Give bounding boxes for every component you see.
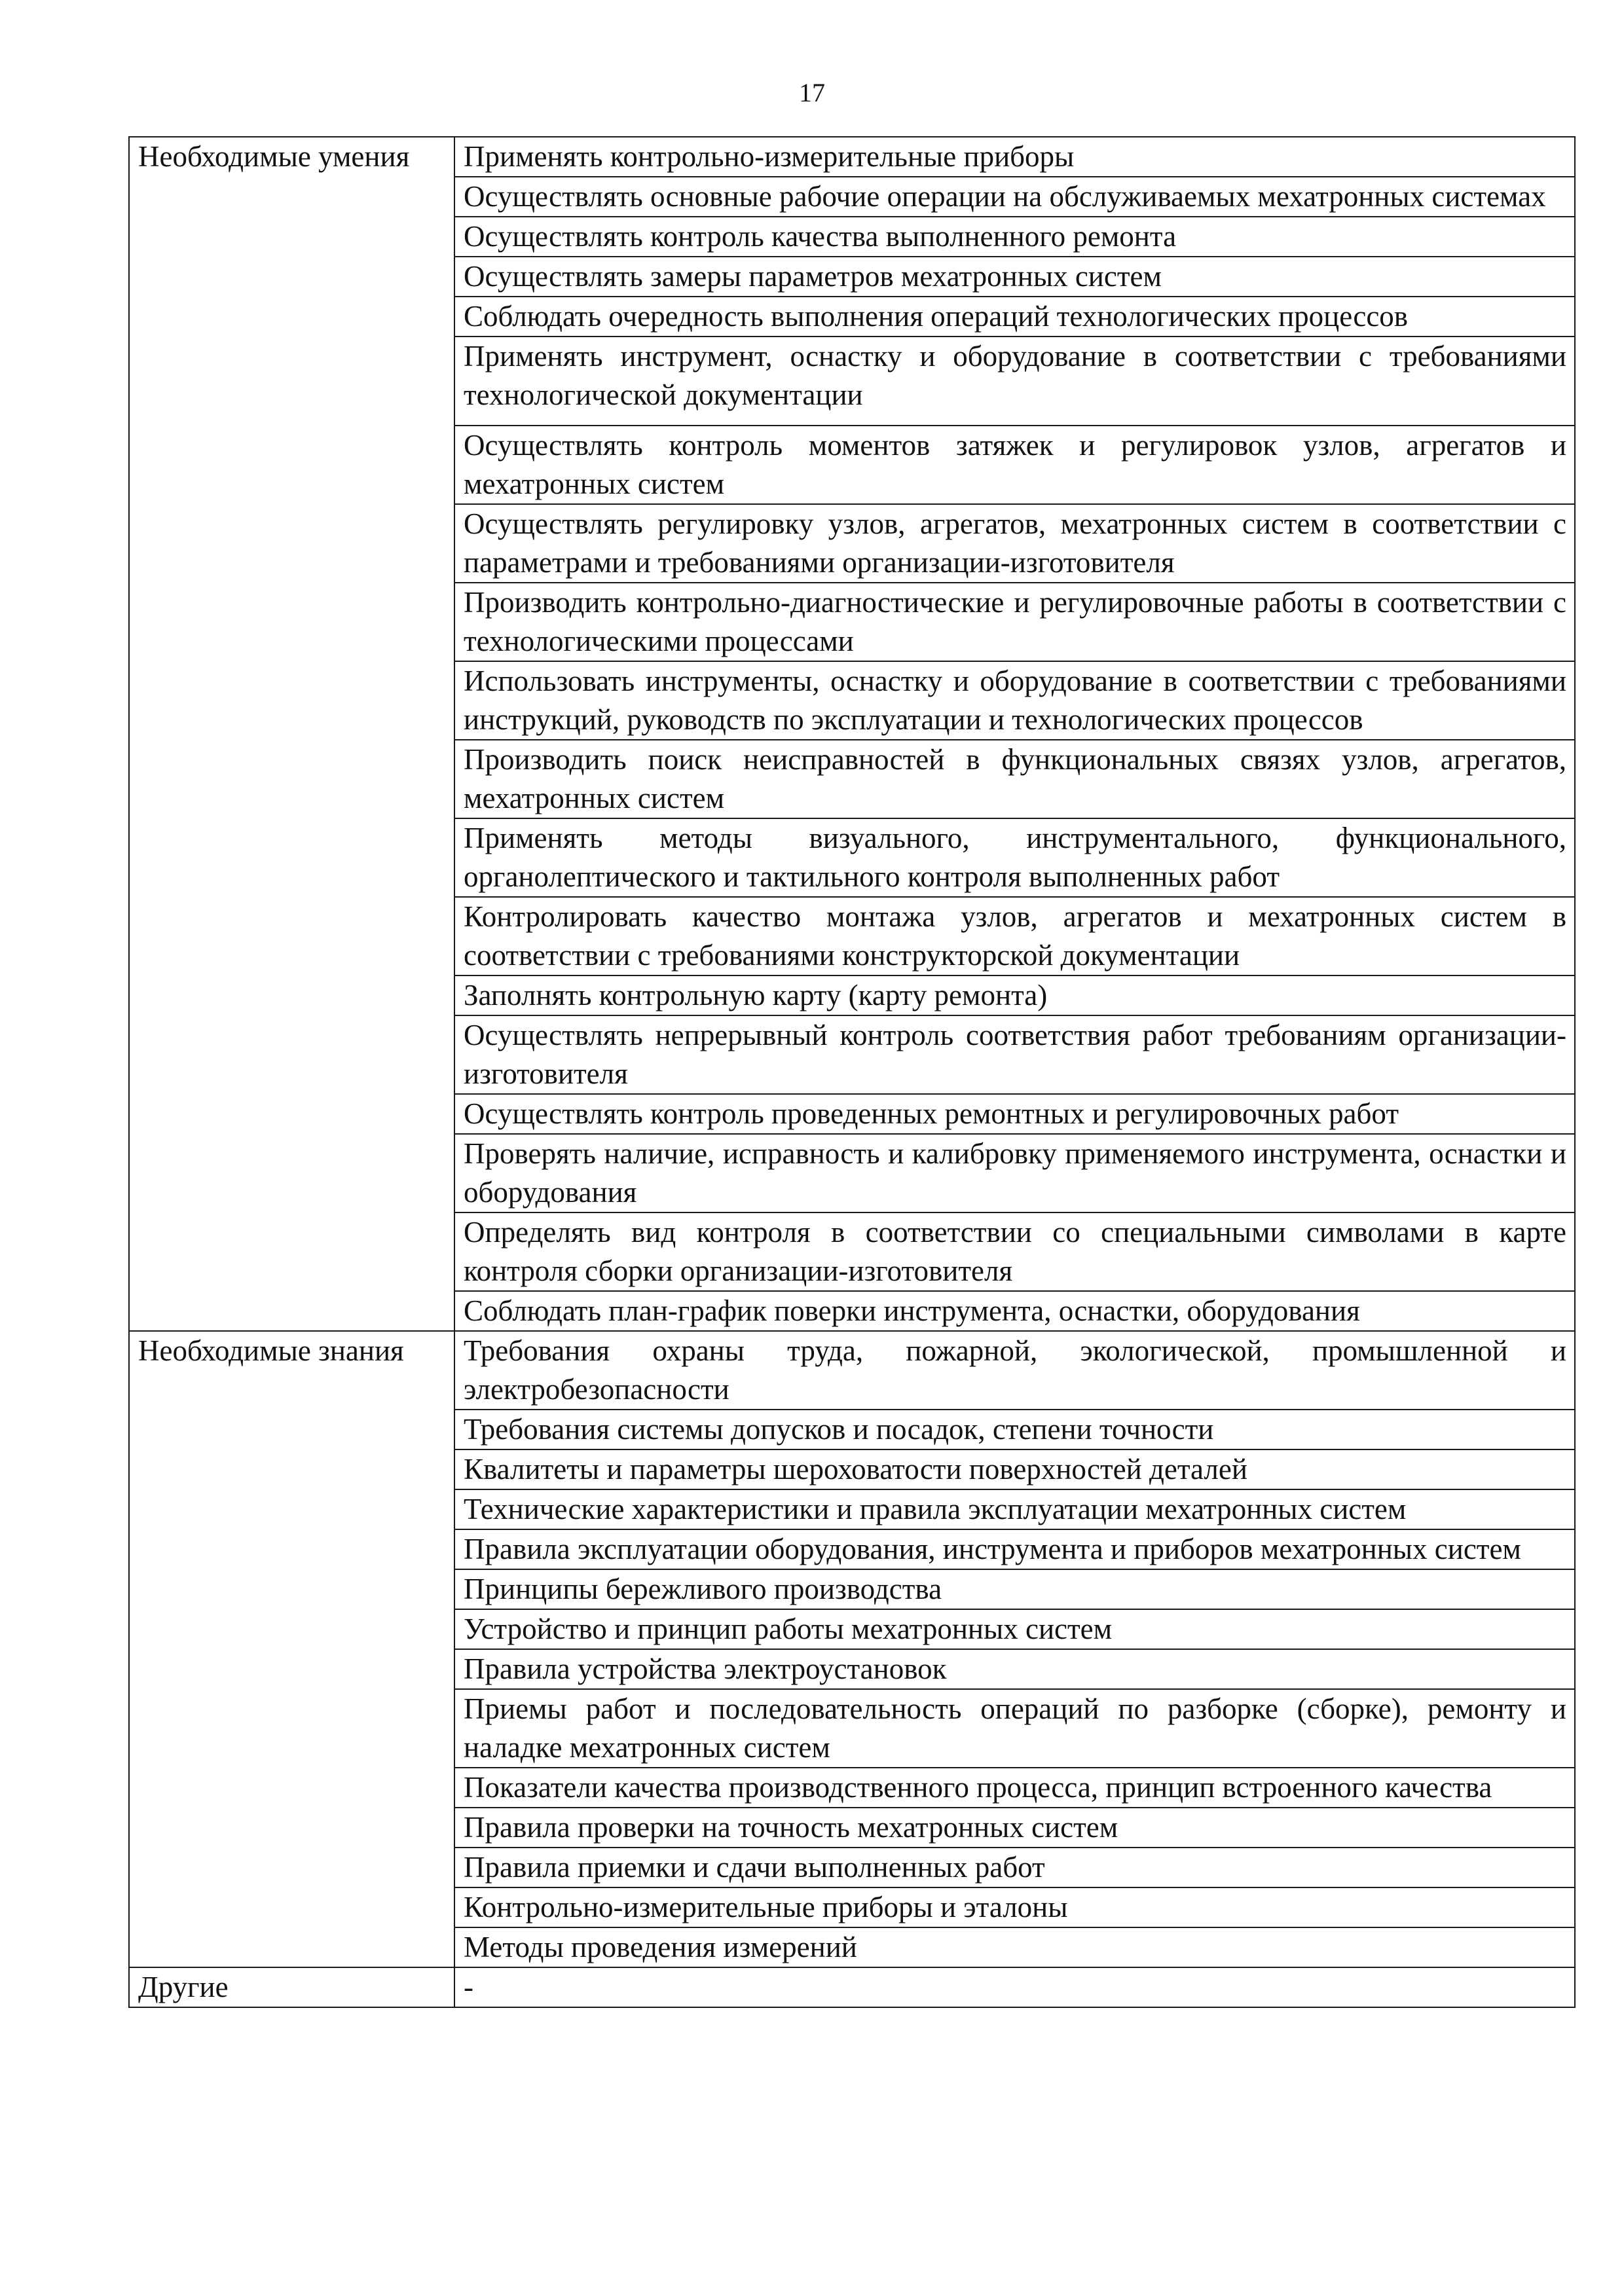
requirements-table-body	[129, 137, 1575, 2007]
requirement-item: Правила эксплуатации оборудования, инструмента и приборов мехатронных систем	[454, 1529, 1575, 1569]
requirement-item: Осуществлять контроль проведенных ремонтных и регулировочных работ	[454, 1094, 1575, 1134]
requirement-item: Контрольно-измерительные приборы и эталоны	[454, 1887, 1575, 1927]
table-row	[129, 1331, 1575, 1410]
requirement-item: Осуществлять основные рабочие операции на обслуживаемых мехатронных системах	[454, 177, 1575, 217]
requirement-item: Применять контрольно-измерительные приборы	[454, 137, 1575, 177]
category-cell: Необходимые умения	[129, 137, 454, 1331]
requirement-item: Квалитеты и параметры шероховатости поверхностей деталей	[454, 1449, 1575, 1489]
requirement-item: Осуществлять непрерывный контроль соответствия работ требованиям организации-изготовителя	[454, 1015, 1575, 1094]
requirement-item: -	[454, 1967, 1575, 2007]
requirement-item: Применять методы визуального, инструментального, функционального, органолептического и тактильного контроля выполненных работ	[454, 818, 1575, 897]
requirement-item: Заполнять контрольную карту (карту ремонта)	[454, 975, 1575, 1015]
requirement-item: Производить контрольно-диагностические и регулировочные работы в соответствии с технологическими процессами	[454, 583, 1575, 661]
requirement-item: Осуществлять контроль качества выполненного ремонта	[454, 217, 1575, 257]
requirement-item: Приемы работ и последовательность операций по разборке (сборке), ремонту и наладке мехатронных систем	[454, 1689, 1575, 1768]
requirements-table	[128, 136, 1576, 2008]
requirement-item: Правила приемки и сдачи выполненных работ	[454, 1848, 1575, 1887]
requirement-item: Технические характеристики и правила эксплуатации мехатронных систем	[454, 1489, 1575, 1529]
requirement-item: Контролировать качество монтажа узлов, агрегатов и мехатронных систем в соответствии с требованиями конструкторской документации	[454, 897, 1575, 975]
requirement-item: Соблюдать план-график поверки инструмента, оснастки, оборудования	[454, 1291, 1575, 1331]
category-cell: Другие	[129, 1967, 454, 2007]
requirement-item: Устройство и принцип работы мехатронных систем	[454, 1609, 1575, 1649]
requirement-item: Осуществлять регулировку узлов, агрегатов, мехатронных систем в соответствии с параметрами и требованиями организации-изготовителя	[454, 504, 1575, 583]
requirement-item: Правила проверки на точность мехатронных систем	[454, 1808, 1575, 1848]
requirement-item: Осуществлять контроль моментов затяжек и регулировок узлов, агрегатов и мехатронных систем	[454, 426, 1575, 504]
requirement-item: Применять инструмент, оснастку и оборудование в соответствии с требованиями технологической документации	[454, 337, 1575, 426]
requirement-item: Требования системы допусков и посадок, степени точности	[454, 1410, 1575, 1449]
requirement-item: Принципы бережливого производства	[454, 1569, 1575, 1609]
requirement-item: Использовать инструменты, оснастку и оборудование в соответствии с требованиями инструкций, руководств по эксплуатации и технологических процессов	[454, 661, 1575, 740]
requirement-item: Соблюдать очередность выполнения операций технологических процессов	[454, 297, 1575, 337]
page-number: 17	[799, 78, 825, 107]
category-cell: Необходимые знания	[129, 1331, 454, 1967]
requirement-item: Осуществлять замеры параметров мехатронных систем	[454, 257, 1575, 297]
table-row	[129, 137, 1575, 177]
requirement-item: Производить поиск неисправностей в функциональных связях узлов, агрегатов, мехатронных систем	[454, 740, 1575, 818]
requirement-item: Методы проведения измерений	[454, 1927, 1575, 1967]
requirement-item: Показатели качества производственного процесса, принцип встроенного качества	[454, 1768, 1575, 1808]
requirement-item: Правила устройства электроустановок	[454, 1649, 1575, 1689]
requirement-item: Проверять наличие, исправность и калибровку применяемого инструмента, оснастки и оборудования	[454, 1134, 1575, 1212]
requirement-item: Определять вид контроля в соответствии со специальными символами в карте контроля сборки организации-изготовителя	[454, 1212, 1575, 1291]
table-row	[129, 1967, 1575, 2007]
requirement-item: Требования охраны труда, пожарной, экологической, промышленной и электробезопасности	[454, 1331, 1575, 1410]
